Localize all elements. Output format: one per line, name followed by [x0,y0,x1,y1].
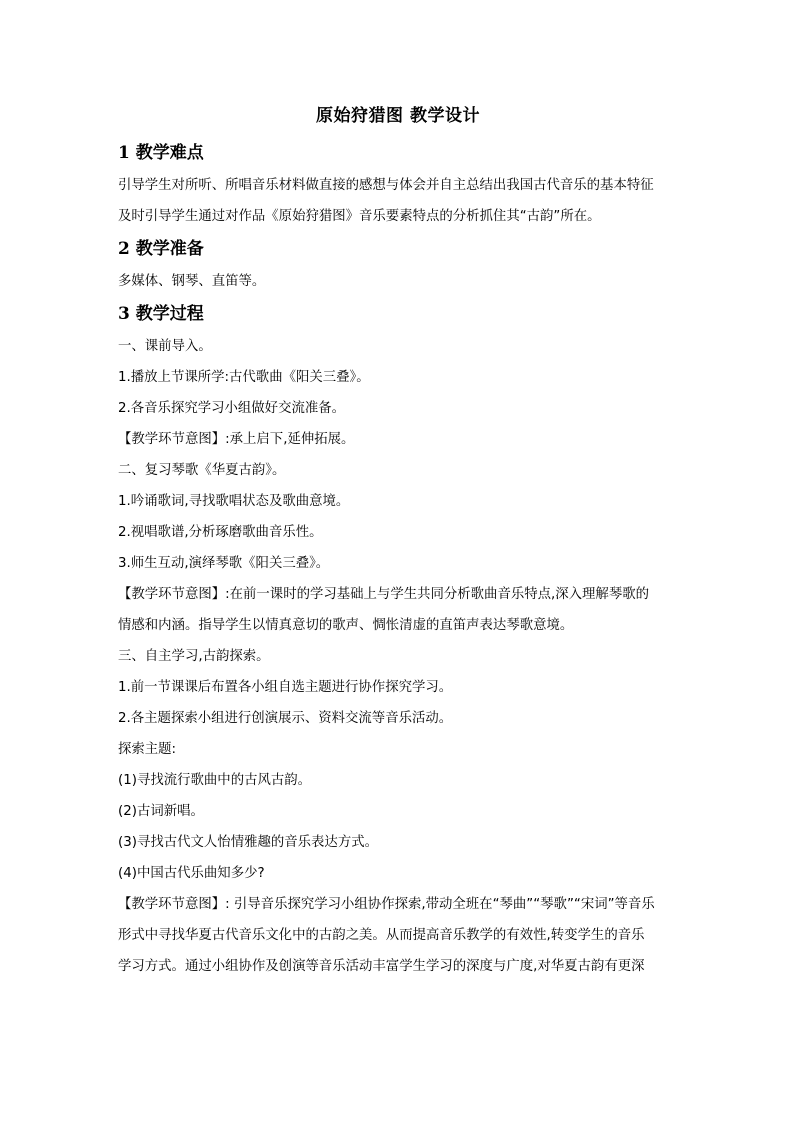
paragraph-line: 3.师生互动,演绎琴歌《阳关三叠》。 [118,556,330,571]
paragraph-line: (3)寻找古代文人怡情雅趣的音乐表达方式。 [118,835,378,850]
paragraph-line: 探索主题: [118,742,177,757]
paragraph-line: 2.视唱歌谱,分析琢磨歌曲音乐性。 [118,525,323,540]
document-title: 原始狩猎图 教学设计 [316,106,480,126]
paragraph-line: 一、课前导入。 [118,339,212,354]
paragraph-line: 学习方式。通过小组协作及创演等音乐活动丰富学生学习的深度与广度,对华夏古韵有更深 [118,959,645,974]
paragraph-line: 1.吟诵歌词,寻找歌唱状态及歌曲意境。 [118,494,350,509]
paragraph-line: (1)寻找流行歌曲中的古风古韵。 [118,773,312,788]
paragraph-line: 2.各主题探索小组进行创演展示、资料交流等音乐活动。 [118,711,453,726]
paragraph-line: 引导学生对所听、所唱音乐材料做直接的感想与体会并自主总结出我国古代音乐的基本特征 [118,178,654,193]
paragraph-line: 【教学环节意图】:承上启下,延伸拓展。 [118,432,355,447]
paragraph-line: 2.各音乐探究学习小组做好交流准备。 [118,401,346,416]
paragraph-line: 形式中寻找华夏古代音乐文化中的古韵之美。从而提高音乐教学的有效性,转变学生的音乐 [118,928,645,943]
paragraph-line: 三、自主学习,古韵探索。 [118,649,270,664]
paragraph-line: 情感和内涵。指导学生以情真意切的歌声、惆怅清虚的直笛声表达琴歌意境。 [118,618,574,633]
section-heading-preparation: 2 教学准备 [118,239,204,259]
paragraph-line: 二、复习琴歌《华夏古韵》。 [118,463,286,478]
paragraph-line: 【教学环节意图】: 引导音乐探究学习小组协作探索,带动全班在“琴曲”“琴歌”“宋词”等音乐 [118,897,655,912]
document-page [118,98,678,982]
paragraph-line: (2)古词新唱。 [118,804,204,819]
paragraph-line: 及时引导学生通过对作品《原始狩猎图》音乐要素特点的分析抓住其“古韵”所在。 [118,209,601,224]
paragraph-line: (4)中国古代乐曲知多少? [118,866,265,881]
paragraph-line: 【教学环节意图】:在前一课时的学习基础上与学生共同分析歌曲音乐特点,深入理解琴歌的 [118,587,649,602]
section-heading-difficulties: 1 教学难点 [118,143,204,163]
section-heading-process: 3 教学过程 [118,304,204,324]
paragraph-line: 1.前一节课课后布置各小组自选主题进行协作探究学习。 [118,680,453,695]
paragraph-line: 1.播放上节课所学:古代歌曲《阳关三叠》。 [118,370,370,385]
paragraph-line: 多媒体、钢琴、直笛等。 [118,274,266,289]
